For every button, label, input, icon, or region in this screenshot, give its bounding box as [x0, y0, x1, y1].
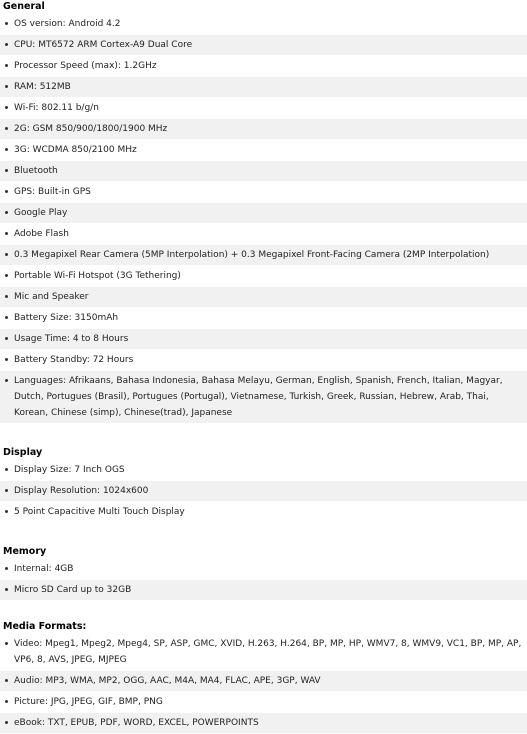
- section-title: Display: [3, 447, 43, 458]
- list-item: 3G: WCDMA 850/2100 MHz: [0, 140, 527, 161]
- spec-list: [0, 14, 527, 424]
- list-item: Mic and Speaker: [0, 287, 527, 308]
- section-memory: [0, 545, 527, 601]
- list-item: Adobe Flash: [0, 224, 527, 245]
- list-item: Processor Speed (max): 1.2GHz: [0, 56, 527, 77]
- section-display: [0, 446, 527, 523]
- list-item: Usage Time: 4 to 8 Hours: [0, 329, 527, 350]
- list-item: RAM: 512MB: [0, 77, 527, 98]
- section-title: General: [3, 1, 45, 12]
- list-item: Portable Wi-Fi Hotspot (3G Tethering): [0, 266, 527, 287]
- list-item: OS version: Android 4.2: [0, 14, 527, 35]
- list-item: Google Play: [0, 203, 527, 224]
- section-spacer: [0, 523, 527, 545]
- spec-list: [0, 559, 527, 601]
- list-item: Bluetooth: [0, 161, 527, 182]
- section-title: Media Formats:: [3, 621, 87, 632]
- list-item: eBook: TXT, EPUB, PDF, WORD, EXCEL, POWERPOINTS: [0, 713, 527, 734]
- list-item: CPU: MT6572 ARM Cortex-A9 Dual Core: [0, 35, 527, 56]
- list-item: Display Resolution: 1024x600: [0, 481, 527, 502]
- list-item: Internal: 4GB: [0, 559, 527, 580]
- list-item: GPS: Built-in GPS: [0, 182, 527, 203]
- list-item: 5 Point Capacitive Multi Touch Display: [0, 502, 527, 523]
- section-media-formats: [0, 620, 527, 734]
- list-item: 2G: GSM 850/900/1800/1900 MHz: [0, 119, 527, 140]
- list-item: Battery Standby: 72 Hours: [0, 350, 527, 371]
- list-item: Battery Size: 3150mAh: [0, 308, 527, 329]
- spec-list: [0, 634, 527, 734]
- list-item: Micro SD Card up to 32GB: [0, 580, 527, 601]
- list-item: Display Size: 7 Inch OGS: [0, 460, 527, 481]
- list-item: Wi-Fi: 802.11 b/g/n: [0, 98, 527, 119]
- section-spacer: [0, 424, 527, 446]
- list-item: 0.3 Megapixel Rear Camera (5MP Interpolation) + 0.3 Megapixel Front-Facing Camera (2MP Interpolation): [0, 245, 527, 266]
- list-item: Languages: Afrikaans, Bahasa Indonesia, Bahasa Melayu, German, English, Spanish, French, Italian, Magyar, Dutch, Portugues (Brasil), Portugues (Portugal), Vietnamese, Turkish, Greek, Russian, Hebrew, Arab, Thai, Korean, Chinese (simp), Chinese(trad), Japanese: [0, 371, 527, 424]
- section-title: Memory: [3, 546, 47, 557]
- list-item: Picture: JPG, JPEG, GIF, BMP, PNG: [0, 692, 527, 713]
- spec-list: [0, 460, 527, 523]
- section-spacer: [0, 601, 527, 620]
- list-item: Audio: MP3, WMA, MP2, OGG, AAC, M4A, MA4, FLAC, APE, 3GP, WAV: [0, 671, 527, 692]
- list-item: Video: Mpeg1, Mpeg2, Mpeg4, SP, ASP, GMC, XVID, H.263, H.264, BP, MP, HP, WMV7, 8, WMV9, VC1, BP, MP, AP, VP6, 8, AVS, JPEG, MJPEG: [0, 634, 527, 671]
